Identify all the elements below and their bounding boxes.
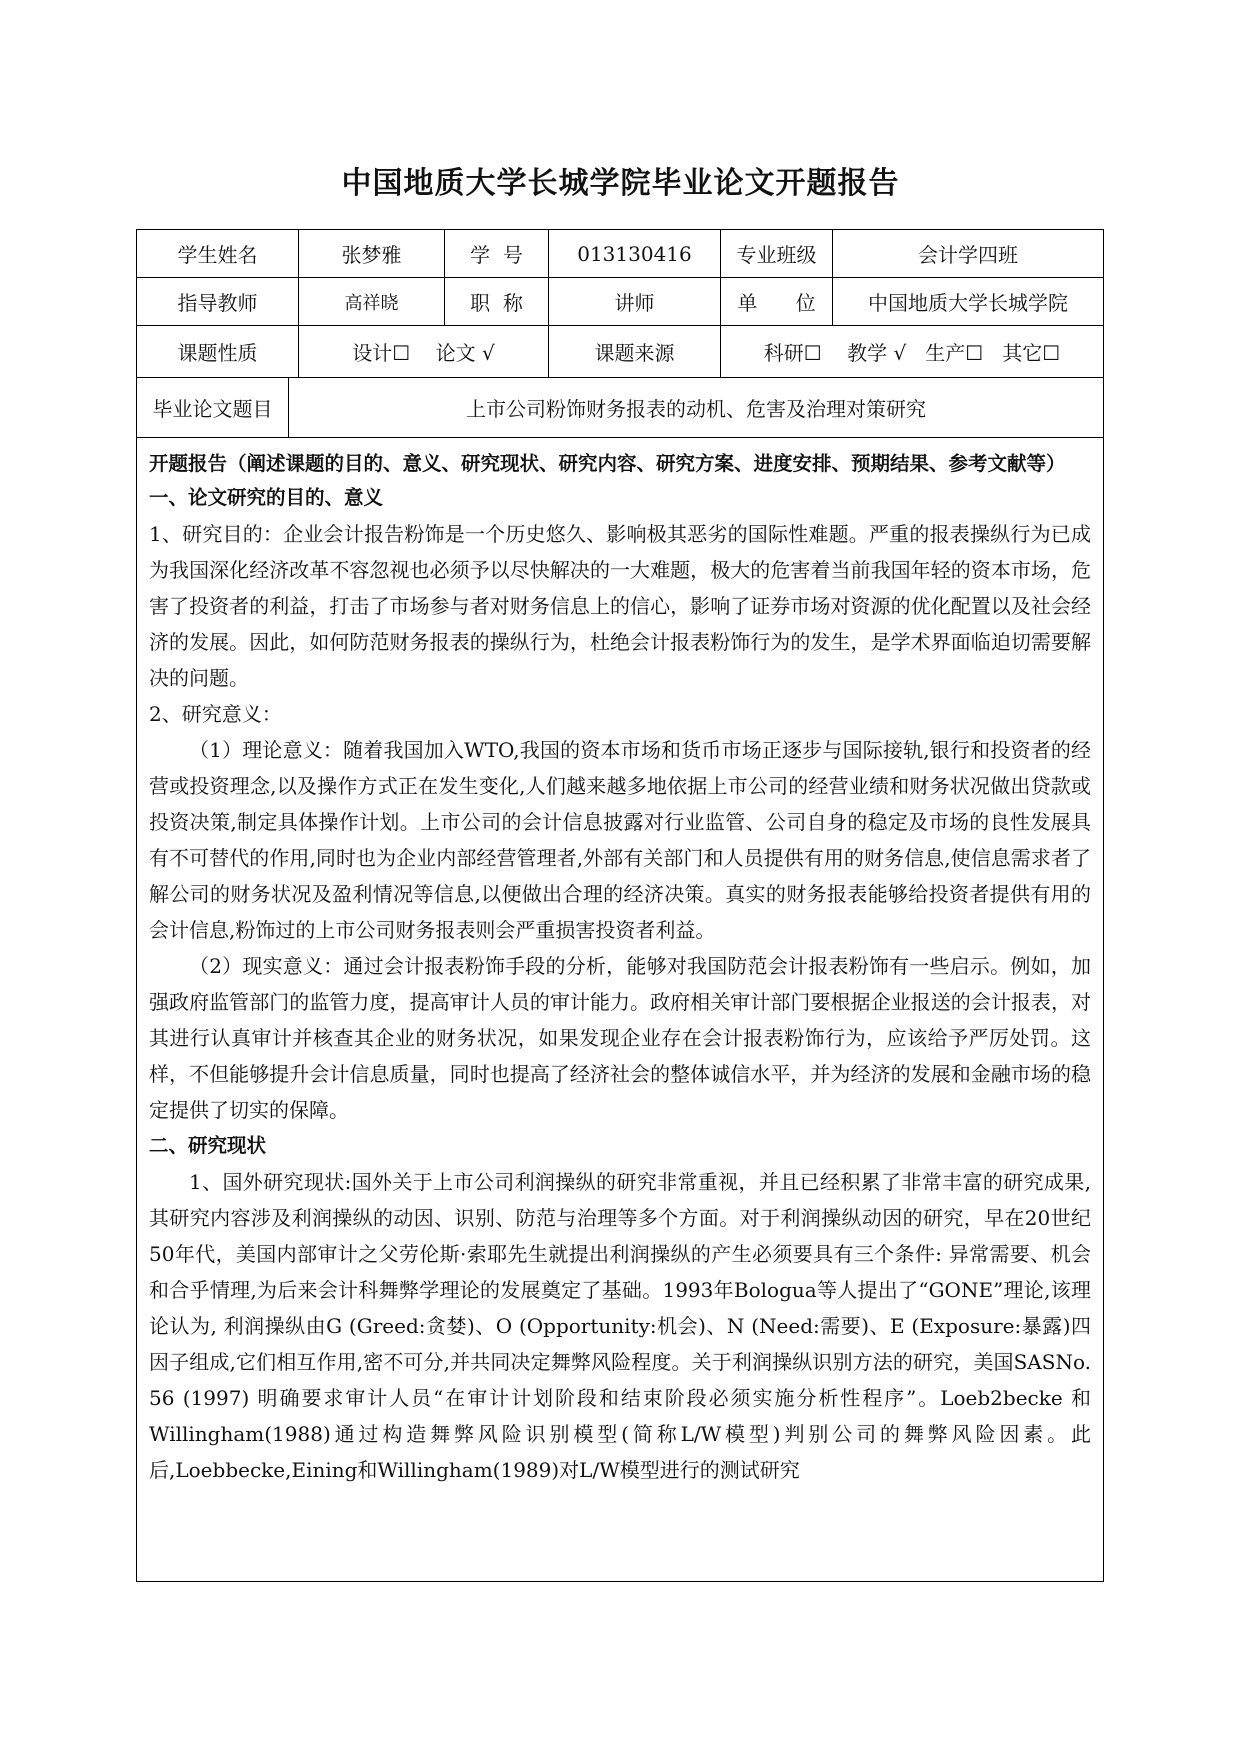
student-name-label: 学生姓名 xyxy=(137,230,299,277)
unit-value: 中国地质大学长城学院 xyxy=(868,291,1068,315)
rank-value: 讲师 xyxy=(549,278,721,325)
topic-nature-options: 设计☐ 论文 √ xyxy=(299,326,549,377)
unit-label: 单 位 xyxy=(721,278,833,325)
paragraph-theory-significance: （1）理论意义：随着我国加入WTO,我国的资本市场和货币市场正逐步与国际接轨,银行和投资者的经营或投资理念,以及操作方式正在发生变化,人们越来越多地依据上市公司的经营业绩和财务状况做出贷款或投资决策,制定具体操作计划。上市公司的会计信息披露对行业监管、公司自身的稳定及市场的良性发展具有不可替代的作用,同时也为企业内部经营管理者,外部有关部门和人员提供有用的财务信息,使信息需求者了解公司的财务状况及盈利情况等信息,以便做出合理的经济决策。真实的财务报表能够给投资者提供有用的会计信息,粉饰过的上市公司财务报表则会严重损害投资者利益。 xyxy=(149,738,1091,942)
paragraph-practical-significance: （2）现实意义：通过会计报表粉饰手段的分析，能够对我国防范会计报表粉饰有一些启示。例如，加强政府监管部门的监管力度，提高审计人员的审计能力。政府相关审计部门要根据企业报送的会计报表，对其进行认真审计并核查其企业的财务状况，如果发现企业存在会计报表粉饰行为，应该给予严厉处罚。这样，不但能够提升会计信息质量，同时也提高了经济社会的整体诚信水平，并为经济的发展和金融市场的稳定提供了切实的保障。 xyxy=(149,954,1091,1122)
row-thesis-title xyxy=(137,378,1103,438)
paragraph-foreign-research: 1、国外研究现状:国外关于上市公司利润操纵的研究非常重视，并且已经积累了非常丰富的研究成果,其研究内容涉及利润操纵的动因、识别、防范与治理等多个方面。对于利润操纵动因的研究，早在20世纪50年代，美国内部审计之父劳伦斯·索耶先生就提出利润操纵的产生必须要具有三个条件: 异常需要、机会和合乎情理,为后来会计科舞弊学理论的发展奠定了基础。1993年Bologua等人提出了“GONE”理论,该理论认为, 利润操纵由G (Greed:贪婪)、O (Opportunity:机会)、N (Need:需要)、E (Exposure:暴露)四因子组成,它们相互作用,密不可分,并共同决定舞弊风险程度。关于利润操纵识别方法的研究，美国SASNo. 56 (1997) 明确要求审计人员“在审计计划阶段和结束阶段必须实施分析性程序”。Loeb2becke 和 Willingham(1988)通过构造舞弊风险识别模型(简称L/W模型)判别公司的舞弊风险因素。此后,Loebbecke,Eining和Willingham(1989)对L/W模型进行的测试研究 xyxy=(149,1170,1091,1482)
section-heading-purpose: 一、论文研究的目的、意义 xyxy=(149,486,384,509)
report-content xyxy=(137,438,1103,1581)
row-advisor-info xyxy=(137,278,1103,326)
rank-label: 职 称 xyxy=(445,278,549,325)
topic-source-options: 科研☐ 教学 √ 生产☐ 其它☐ xyxy=(763,341,1061,365)
row-topic-nature xyxy=(137,326,1103,378)
thesis-title-value: 上市公司粉饰财务报表的动机、危害及治理对策研究 xyxy=(466,397,926,421)
major-class-label: 专业班级 xyxy=(721,230,833,277)
paragraph-significance-label: 2、研究意义： xyxy=(149,702,282,726)
student-id-value: 013130416 xyxy=(549,230,721,277)
paragraph-purpose: 1、研究目的：企业会计报告粉饰是一个历史悠久、影响极其恶劣的国际性难题。严重的报表操纵行为已成为我国深化经济改革不容忽视也必须予以尽快解决的一大难题，极大的危害着当前我国年轻的资本市场，危害了投资者的利益，打击了市场参与者对财务信息上的信心，影响了证券市场对资源的优化配置以及社会经济的发展。因此，如何防范财务报表的操纵行为，杜绝会计报表粉饰行为的发生，是学术界面临迫切需要解决的问题。 xyxy=(149,522,1091,690)
row-student-info xyxy=(137,230,1103,278)
advisor-label: 指导教师 xyxy=(137,278,299,325)
student-id-label: 学 号 xyxy=(445,230,549,277)
report-form-table xyxy=(136,229,1104,1582)
student-name-value: 张梦雅 xyxy=(299,230,445,277)
thesis-title-label: 毕业论文题目 xyxy=(137,378,289,437)
topic-nature-label: 课题性质 xyxy=(137,326,299,377)
major-class-value: 会计学四班 xyxy=(918,243,1018,267)
report-requirements-heading: 开题报告（阐述课题的目的、意义、研究现状、研究内容、研究方案、进度安排、预期结果、参考文献等） xyxy=(149,452,1066,475)
document-title: 中国地质大学长城学院毕业论文开题报告 xyxy=(341,166,900,201)
section-heading-status: 二、研究现状 xyxy=(149,1134,267,1157)
advisor-value: 高祥晓 xyxy=(299,278,445,325)
topic-source-label: 课题来源 xyxy=(549,326,721,377)
